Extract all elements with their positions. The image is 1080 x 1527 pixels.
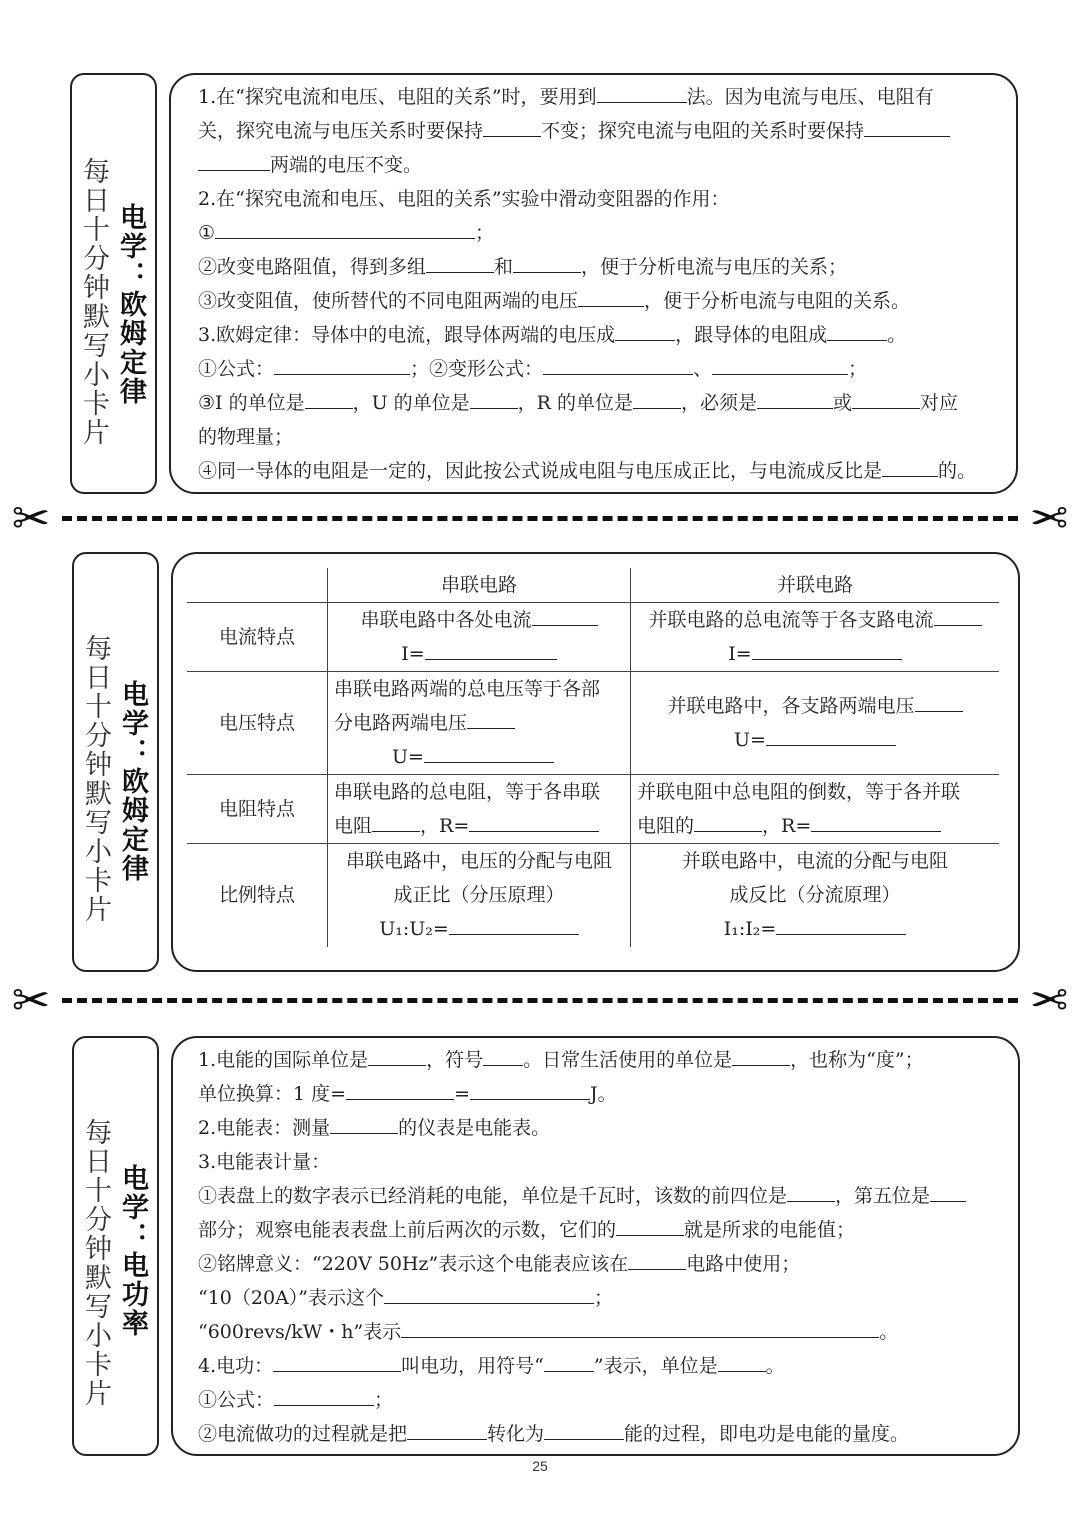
card2-side-label	[72, 552, 159, 972]
card1-line: ① ；	[198, 216, 976, 250]
card1-line: 1.在“探究电流和电压、电阻的关系”时，要用到 法。因为电流与电压、电阻有	[198, 80, 976, 114]
series-cell: 串联电路中各处电流 I=	[328, 603, 631, 672]
scissors-icon: ✂	[1029, 973, 1069, 1027]
card3-line: 4.电功： 叫电功，用符号“ ”表示，单位是 。	[198, 1349, 966, 1383]
scissors-icon: ✂	[1029, 491, 1069, 545]
dashed-divider	[62, 998, 1018, 1003]
table-row	[187, 603, 999, 672]
cut-line	[0, 973, 1080, 1027]
scissors-icon: ✂	[11, 491, 51, 545]
card1-line: ②改变电路阻值，得到多组 和 ，便于分析电流与电压的关系；	[198, 250, 976, 284]
row-label: 比例特点	[187, 844, 328, 947]
page-number: 25	[532, 1458, 548, 1474]
table-header-cell: 并联电路	[631, 568, 1000, 603]
table-row	[187, 844, 999, 947]
parallel-cell: 并联电路中，各支路两端电压 U=	[631, 672, 1000, 775]
card3-line: ②电流做功的过程就是把 转化为 能的过程，即电功是电能的量度。	[198, 1417, 966, 1451]
card1-side-main: 每日十分钟默写小卡片	[78, 157, 109, 447]
card1-lines	[198, 80, 976, 488]
card3-line: 单位换算：1 度= = J。	[198, 1077, 966, 1111]
card3-lines	[198, 1043, 966, 1451]
table-row	[187, 672, 999, 775]
card1-line: ④同一导体的电阻是一定的，因此按公式说成电阻与电压成正比，与电流成反比是 的。	[198, 454, 976, 488]
card1-line: ①公式： ；②变形公式： 、 ；	[198, 352, 976, 386]
row-label: 电阻特点	[187, 775, 328, 844]
table-row	[187, 775, 999, 844]
series-cell: 串联电路的总电阻，等于各串联 电阻 ，R=	[328, 775, 631, 844]
card3-line: ①表盘上的数字表示已经消耗的电能，单位是千瓦时，该数的前四位是 ，第五位是	[198, 1179, 966, 1213]
table-header-cell	[187, 568, 328, 603]
dashed-divider	[62, 516, 1018, 521]
table-header-cell: 串联电路	[328, 568, 631, 603]
card3-line: 1.电能的国际单位是 ，符号 。日常生活使用的单位是 ，也称为“度”；	[198, 1043, 966, 1077]
card1-line: 的物理量；	[198, 426, 294, 448]
card2-side-sub: 电学：欧姆定律	[117, 680, 148, 883]
parallel-cell: 并联电阻中总电阻的倒数，等于各并联 电阻的 ，R=	[631, 775, 1000, 844]
circuit-comparison-table	[187, 568, 999, 947]
card3-line: “10（20A）”表示这个 ；	[198, 1281, 966, 1315]
card1-side-label	[70, 73, 157, 494]
card3-line: “600revs/kW・h”表示 。	[198, 1315, 966, 1349]
card3-side-main: 每日十分钟默写小卡片	[80, 1118, 111, 1408]
card1-line: ③改变阻值，使所替代的不同电阻两端的电压 ，便于分析电流与电阻的关系。	[198, 284, 976, 318]
series-cell: 串联电路中，电压的分配与电阻 成正比（分压原理） U₁:U₂=	[328, 844, 631, 947]
card3-side-label	[72, 1036, 159, 1456]
parallel-cell: 并联电路中，电流的分配与电阻 成反比（分流原理） I₁:I₂=	[681, 850, 948, 941]
card3-side-sub: 电学：电功率	[117, 1164, 148, 1338]
card3-line: ①公式： ；	[198, 1383, 966, 1417]
cut-line	[0, 491, 1080, 545]
parallel-cell: 并联电路的总电流等于各支路电流 I=	[631, 603, 1000, 672]
row-label: 电流特点	[187, 603, 328, 672]
table-header-row	[187, 568, 999, 603]
card1-line: ③I 的单位是 ，U 的单位是 ，R 的单位是 ，必须是 或 对应	[198, 386, 976, 420]
card3-line: ②铭牌意义：“220V 50Hz”表示这个电能表应该在 电路中使用；	[198, 1247, 966, 1281]
card2-side-main: 每日十分钟默写小卡片	[80, 634, 111, 924]
card1-line: 2.在“探究电流和电压、电阻的关系”实验中滑动变阻器的作用：	[198, 188, 730, 210]
scissors-icon: ✂	[11, 973, 51, 1027]
row-label: 电压特点	[187, 672, 328, 775]
card3-line: 部分；观察电能表表盘上前后两次的示数，它们的 就是所求的电能值；	[198, 1213, 966, 1247]
series-cell: 串联电路两端的总电压等于各部 分电路两端电压 U=	[328, 672, 631, 775]
card1-line: 关，探究电流与电压关系时要保持 不变；探究电流与电阻的关系时要保持	[198, 114, 976, 148]
card3-line: 3.电能表计量：	[198, 1151, 331, 1173]
card1-side-sub: 电学：欧姆定律	[115, 203, 146, 406]
card1-line: 两端的电压不变。	[198, 148, 976, 182]
card3-line: 2.电能表：测量 的仪表是电能表。	[198, 1111, 966, 1145]
card1-line: 3.欧姆定律：导体中的电流，跟导体两端的电压成 ，跟导体的电阻成 。	[198, 318, 976, 352]
